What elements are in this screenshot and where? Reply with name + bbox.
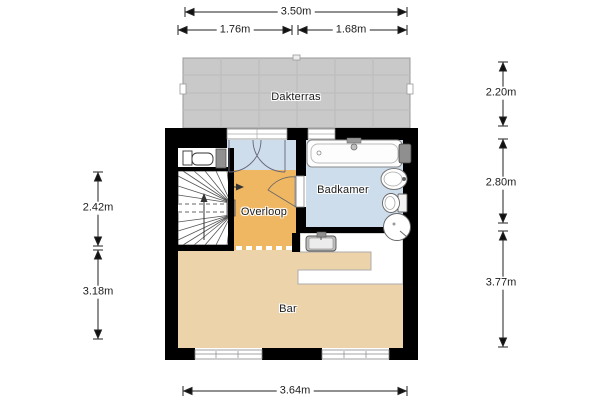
dim-right-bathroom: 2.80m bbox=[483, 177, 520, 190]
bar-window-right bbox=[322, 350, 389, 359]
room-label-bathroom: Badkamer bbox=[317, 184, 369, 196]
terrace-edge-tick-top bbox=[293, 55, 300, 60]
dim-top-right: 1.68m bbox=[333, 24, 370, 37]
toilet-symbol bbox=[383, 194, 408, 213]
dim-left-bar: 3.18m bbox=[80, 286, 117, 299]
dim-right-bar: 3.77m bbox=[483, 277, 520, 290]
bar-floor bbox=[178, 250, 403, 348]
room-label-landing: Overloop bbox=[240, 206, 288, 218]
room-label-bar: Bar bbox=[279, 303, 297, 315]
dim-left-landing: 2.42m bbox=[80, 202, 117, 215]
hall-floor bbox=[227, 140, 296, 171]
dim-top-left: 1.76m bbox=[217, 24, 254, 37]
washbasin-symbol bbox=[381, 169, 407, 190]
wc-toilet-symbol bbox=[183, 151, 213, 165]
room-label-terrace: Dakterras bbox=[271, 91, 321, 103]
dim-top-total: 3.50m bbox=[278, 6, 315, 19]
dim-bottom-total: 3.64m bbox=[277, 385, 314, 398]
shower-basin-symbol bbox=[384, 214, 411, 241]
wc-door bbox=[216, 149, 226, 168]
bathtub-symbol bbox=[307, 138, 411, 167]
dim-right-terrace: 2.20m bbox=[483, 87, 520, 100]
bar-window-left bbox=[195, 350, 262, 359]
terrace-edge-tick-left bbox=[180, 84, 186, 94]
bath-mixer bbox=[399, 144, 411, 163]
bathroom-window bbox=[308, 129, 335, 139]
terrace-edge-tick-right bbox=[407, 84, 413, 94]
